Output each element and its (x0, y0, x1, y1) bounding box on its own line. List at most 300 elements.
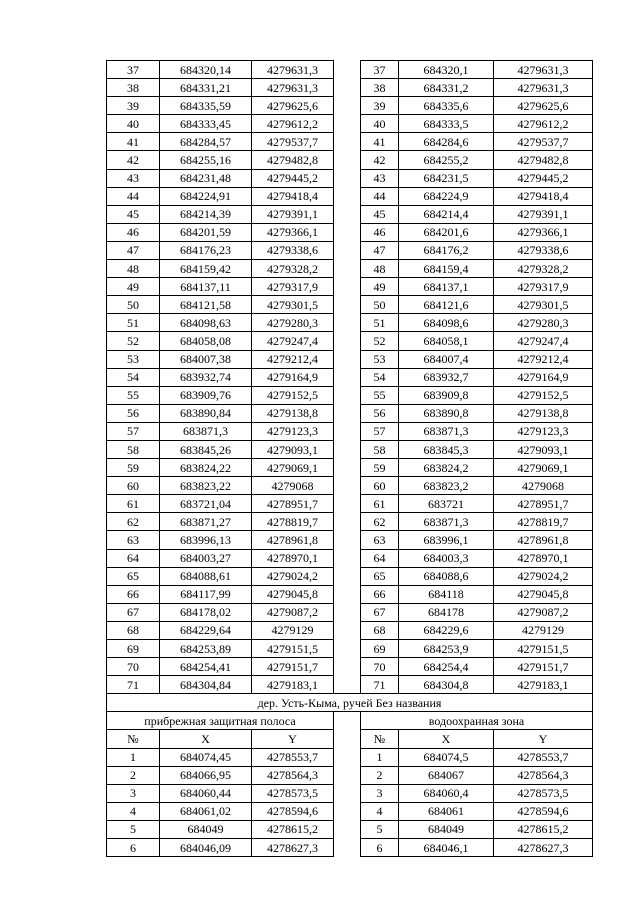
point-number-left: 68 (107, 621, 160, 639)
x-coordinate-right: 684049 (399, 820, 494, 838)
table-row (107, 513, 593, 531)
point-number-right: 46 (361, 223, 399, 241)
point-number-right: 50 (361, 296, 399, 314)
table-row (107, 169, 593, 187)
x-coordinate-left: 684304,84 (160, 676, 252, 694)
point-number-left: 62 (107, 513, 160, 531)
x-coordinate-left: 684178,02 (160, 603, 252, 621)
point-number-right: 2 (361, 766, 399, 784)
y-coordinate-left: 4279151,5 (252, 640, 334, 658)
point-number-left: 65 (107, 567, 160, 585)
y-coordinate-right: 4278564,3 (494, 766, 593, 784)
x-coordinate-left: 684121,58 (160, 296, 252, 314)
table-row (107, 495, 593, 513)
x-coordinate-left: 684224,91 (160, 187, 252, 205)
point-number-left: 6 (107, 839, 160, 857)
column-gap (334, 241, 361, 259)
x-coordinate-left: 683871,27 (160, 513, 252, 531)
x-coordinate-left: 684058,08 (160, 332, 252, 350)
point-number-left: 57 (107, 422, 160, 440)
column-gap (334, 839, 361, 857)
section-title: дер. Усть-Кыма, ручей Без названия (107, 694, 593, 712)
y-coordinate-right: 4279164,9 (494, 368, 593, 386)
y-coordinate-right: 4279152,5 (494, 386, 593, 404)
point-number-left: 46 (107, 223, 160, 241)
x-coordinate-right: 684046,1 (399, 839, 494, 857)
x-coordinate-right: 684088,6 (399, 567, 494, 585)
table-row (107, 386, 593, 404)
header-x-right: X (399, 730, 494, 748)
x-coordinate-left: 684003,27 (160, 549, 252, 567)
table-row (107, 79, 593, 97)
x-coordinate-right: 684214,4 (399, 205, 494, 223)
x-coordinate-left: 684333,45 (160, 115, 252, 133)
point-number-right: 59 (361, 459, 399, 477)
table-row (107, 603, 593, 621)
x-coordinate-right: 684320,1 (399, 61, 494, 79)
x-coordinate-left: 684284,57 (160, 133, 252, 151)
header-num-left: № (107, 730, 160, 748)
y-coordinate-right: 4279280,3 (494, 314, 593, 332)
y-coordinate-right: 4279631,3 (494, 79, 593, 97)
point-number-right: 39 (361, 97, 399, 115)
y-coordinate-right: 4279045,8 (494, 585, 593, 603)
y-coordinate-left: 4279338,6 (252, 241, 334, 259)
column-gap (334, 386, 361, 404)
point-number-right: 53 (361, 350, 399, 368)
y-coordinate-left: 4279317,9 (252, 278, 334, 296)
column-gap (334, 802, 361, 820)
x-coordinate-right: 684254,4 (399, 658, 494, 676)
point-number-left: 39 (107, 97, 160, 115)
x-coordinate-left: 684098,63 (160, 314, 252, 332)
column-gap (334, 513, 361, 531)
x-coordinate-right: 684118 (399, 585, 494, 603)
column-gap (334, 368, 361, 386)
y-coordinate-right: 4279087,2 (494, 603, 593, 621)
y-coordinate-left: 4278553,7 (252, 748, 334, 766)
point-number-right: 6 (361, 839, 399, 857)
x-coordinate-left: 684066,95 (160, 766, 252, 784)
upper-rows (107, 61, 593, 694)
point-number-left: 1 (107, 748, 160, 766)
point-number-right: 3 (361, 784, 399, 802)
x-coordinate-left: 683996,13 (160, 531, 252, 549)
column-gap (334, 133, 361, 151)
table-row (107, 296, 593, 314)
x-coordinate-right: 684176,2 (399, 241, 494, 259)
x-coordinate-left: 684137,11 (160, 278, 252, 296)
point-number-right: 43 (361, 169, 399, 187)
y-coordinate-right: 4279151,7 (494, 658, 593, 676)
table-row (107, 151, 593, 169)
x-coordinate-left: 684214,39 (160, 205, 252, 223)
y-coordinate-left: 4279418,4 (252, 187, 334, 205)
y-coordinate-right: 4278951,7 (494, 495, 593, 513)
table-row (107, 61, 593, 79)
column-gap (334, 223, 361, 241)
point-number-left: 66 (107, 585, 160, 603)
point-number-right: 47 (361, 241, 399, 259)
point-number-right: 4 (361, 802, 399, 820)
x-coordinate-left: 684320,14 (160, 61, 252, 79)
column-gap (334, 640, 361, 658)
y-coordinate-right: 4279418,4 (494, 187, 593, 205)
point-number-right: 48 (361, 260, 399, 278)
table-row (107, 640, 593, 658)
point-number-right: 70 (361, 658, 399, 676)
point-number-right: 55 (361, 386, 399, 404)
x-coordinate-right: 684253,9 (399, 640, 494, 658)
point-number-left: 49 (107, 278, 160, 296)
column-gap (334, 748, 361, 766)
x-coordinate-right: 684074,5 (399, 748, 494, 766)
y-coordinate-right: 4278573,5 (494, 784, 593, 802)
column-gap (334, 97, 361, 115)
x-coordinate-left: 684049 (160, 820, 252, 838)
table-row (107, 549, 593, 567)
y-coordinate-left: 4279152,5 (252, 386, 334, 404)
x-coordinate-left: 683845,26 (160, 440, 252, 458)
point-number-left: 60 (107, 477, 160, 495)
y-coordinate-right: 4278961,8 (494, 531, 593, 549)
x-coordinate-left: 684159,42 (160, 260, 252, 278)
point-number-left: 44 (107, 187, 160, 205)
x-coordinate-left: 684231,48 (160, 169, 252, 187)
table-row (107, 368, 593, 386)
table-row (107, 459, 593, 477)
x-coordinate-right: 683824,2 (399, 459, 494, 477)
x-coordinate-left: 684253,89 (160, 640, 252, 658)
point-number-right: 71 (361, 676, 399, 694)
x-coordinate-left: 683909,76 (160, 386, 252, 404)
point-number-left: 40 (107, 115, 160, 133)
x-coordinate-left: 684176,23 (160, 241, 252, 259)
table-row (107, 621, 593, 639)
y-coordinate-left: 4279183,1 (252, 676, 334, 694)
x-coordinate-left: 684331,21 (160, 79, 252, 97)
point-number-left: 70 (107, 658, 160, 676)
table-row (107, 260, 593, 278)
y-coordinate-left: 4278961,8 (252, 531, 334, 549)
column-gap (334, 296, 361, 314)
point-number-right: 60 (361, 477, 399, 495)
point-number-left: 43 (107, 169, 160, 187)
y-coordinate-right: 4279138,8 (494, 404, 593, 422)
point-number-right: 66 (361, 585, 399, 603)
table-row (107, 332, 593, 350)
y-coordinate-right: 4279612,2 (494, 115, 593, 133)
x-coordinate-right: 683871,3 (399, 513, 494, 531)
y-coordinate-right: 4279338,6 (494, 241, 593, 259)
point-number-right: 62 (361, 513, 399, 531)
column-gap (334, 730, 361, 748)
column-gap (334, 820, 361, 838)
y-coordinate-left: 4279138,8 (252, 404, 334, 422)
right-subtitle: водоохранная зона (361, 712, 593, 730)
x-coordinate-right: 684178 (399, 603, 494, 621)
x-coordinate-right: 684098,6 (399, 314, 494, 332)
y-coordinate-left: 4279366,1 (252, 223, 334, 241)
point-number-right: 52 (361, 332, 399, 350)
table-row (107, 839, 593, 857)
column-gap (334, 440, 361, 458)
left-subtitle: прибрежная защитная полоса (107, 712, 334, 730)
x-coordinate-left: 684088,61 (160, 567, 252, 585)
table-row (107, 567, 593, 585)
y-coordinate-right: 4279068 (494, 477, 593, 495)
table-row (107, 676, 593, 694)
point-number-right: 51 (361, 314, 399, 332)
y-coordinate-right: 4278594,6 (494, 802, 593, 820)
point-number-right: 63 (361, 531, 399, 549)
point-number-right: 41 (361, 133, 399, 151)
y-coordinate-right: 4279317,9 (494, 278, 593, 296)
x-coordinate-left: 684335,59 (160, 97, 252, 115)
column-gap (334, 404, 361, 422)
y-coordinate-right: 4279247,4 (494, 332, 593, 350)
y-coordinate-right: 4279482,8 (494, 151, 593, 169)
column-gap (334, 784, 361, 802)
y-coordinate-left: 4279631,3 (252, 79, 334, 97)
point-number-right: 1 (361, 748, 399, 766)
table-row (107, 278, 593, 296)
table-row (107, 440, 593, 458)
point-number-left: 69 (107, 640, 160, 658)
y-coordinate-right: 4279301,5 (494, 296, 593, 314)
table-row (107, 133, 593, 151)
x-coordinate-right: 684007,4 (399, 350, 494, 368)
table-row (107, 766, 593, 784)
point-number-left: 3 (107, 784, 160, 802)
table-row (107, 404, 593, 422)
x-coordinate-right: 684304,8 (399, 676, 494, 694)
x-coordinate-left: 683871,3 (160, 422, 252, 440)
x-coordinate-left: 684061,02 (160, 802, 252, 820)
x-coordinate-right: 684333,5 (399, 115, 494, 133)
x-coordinate-left: 684255,16 (160, 151, 252, 169)
y-coordinate-left: 4279045,8 (252, 585, 334, 603)
column-gap (334, 549, 361, 567)
y-coordinate-right: 4278615,2 (494, 820, 593, 838)
x-coordinate-right: 683890,8 (399, 404, 494, 422)
point-number-left: 4 (107, 802, 160, 820)
section-header (107, 694, 593, 748)
column-gap (334, 314, 361, 332)
y-coordinate-right: 4279391,1 (494, 205, 593, 223)
x-coordinate-right: 683932,7 (399, 368, 494, 386)
x-coordinate-right: 684331,2 (399, 79, 494, 97)
point-number-left: 61 (107, 495, 160, 513)
y-coordinate-left: 4279301,5 (252, 296, 334, 314)
column-gap (334, 332, 361, 350)
table-row (107, 241, 593, 259)
y-coordinate-right: 4279123,3 (494, 422, 593, 440)
y-coordinate-right: 4279631,3 (494, 61, 593, 79)
x-coordinate-left: 684046,09 (160, 839, 252, 857)
column-gap (334, 495, 361, 513)
y-coordinate-left: 4279482,8 (252, 151, 334, 169)
table-row (107, 422, 593, 440)
point-number-left: 45 (107, 205, 160, 223)
point-number-left: 63 (107, 531, 160, 549)
x-coordinate-left: 684074,45 (160, 748, 252, 766)
table-row (107, 658, 593, 676)
x-coordinate-right: 684255,2 (399, 151, 494, 169)
table-row (107, 350, 593, 368)
y-coordinate-right: 4279328,2 (494, 260, 593, 278)
point-number-left: 53 (107, 350, 160, 368)
y-coordinate-right: 4279445,2 (494, 169, 593, 187)
point-number-right: 64 (361, 549, 399, 567)
table-row (107, 784, 593, 802)
x-coordinate-right: 683996,1 (399, 531, 494, 549)
point-number-left: 71 (107, 676, 160, 694)
x-coordinate-right: 684159,4 (399, 260, 494, 278)
column-gap (334, 585, 361, 603)
table-row (107, 314, 593, 332)
point-number-right: 65 (361, 567, 399, 585)
y-coordinate-left: 4279391,1 (252, 205, 334, 223)
y-coordinate-right: 4278627,3 (494, 839, 593, 857)
x-coordinate-right: 683721 (399, 495, 494, 513)
x-coordinate-left: 684254,41 (160, 658, 252, 676)
y-coordinate-left: 4278819,7 (252, 513, 334, 531)
point-number-right: 37 (361, 61, 399, 79)
y-coordinate-left: 4279151,7 (252, 658, 334, 676)
column-gap (334, 151, 361, 169)
point-number-left: 50 (107, 296, 160, 314)
table-row (107, 477, 593, 495)
table-row (107, 748, 593, 766)
y-coordinate-left: 4278615,2 (252, 820, 334, 838)
point-number-right: 49 (361, 278, 399, 296)
point-number-right: 45 (361, 205, 399, 223)
header-x-left: X (160, 730, 252, 748)
x-coordinate-left: 683824,22 (160, 459, 252, 477)
table-row (107, 820, 593, 838)
x-coordinate-right: 684121,6 (399, 296, 494, 314)
y-coordinate-right: 4279625,6 (494, 97, 593, 115)
y-coordinate-left: 4279129 (252, 621, 334, 639)
coordinates-table (106, 60, 593, 857)
y-coordinate-right: 4279537,7 (494, 133, 593, 151)
x-coordinate-right: 684201,6 (399, 223, 494, 241)
y-coordinate-left: 4279612,2 (252, 115, 334, 133)
point-number-left: 48 (107, 260, 160, 278)
point-number-right: 5 (361, 820, 399, 838)
point-number-right: 40 (361, 115, 399, 133)
column-gap (334, 260, 361, 278)
y-coordinate-right: 4278819,7 (494, 513, 593, 531)
table-row (107, 205, 593, 223)
point-number-right: 56 (361, 404, 399, 422)
column-gap (334, 621, 361, 639)
column-gap (334, 603, 361, 621)
y-coordinate-left: 4279537,7 (252, 133, 334, 151)
y-coordinate-right: 4279093,1 (494, 440, 593, 458)
header-y-right: Y (494, 730, 593, 748)
table-row (107, 223, 593, 241)
x-coordinate-left: 684060,44 (160, 784, 252, 802)
y-coordinate-right: 4279024,2 (494, 567, 593, 585)
y-coordinate-left: 4279024,2 (252, 567, 334, 585)
x-coordinate-left: 683823,22 (160, 477, 252, 495)
point-number-right: 38 (361, 79, 399, 97)
x-coordinate-right: 684067 (399, 766, 494, 784)
x-coordinate-right: 684284,6 (399, 133, 494, 151)
y-coordinate-left: 4278951,7 (252, 495, 334, 513)
y-coordinate-left: 4278627,3 (252, 839, 334, 857)
x-coordinate-right: 684335,6 (399, 97, 494, 115)
x-coordinate-right: 684137,1 (399, 278, 494, 296)
lower-rows (107, 748, 593, 857)
column-gap (334, 676, 361, 694)
y-coordinate-right: 4279069,1 (494, 459, 593, 477)
y-coordinate-left: 4278970,1 (252, 549, 334, 567)
column-gap (334, 531, 361, 549)
point-number-left: 59 (107, 459, 160, 477)
column-gap (334, 567, 361, 585)
column-gap (334, 115, 361, 133)
point-number-left: 56 (107, 404, 160, 422)
point-number-left: 55 (107, 386, 160, 404)
point-number-left: 64 (107, 549, 160, 567)
x-coordinate-right: 683845,3 (399, 440, 494, 458)
point-number-left: 2 (107, 766, 160, 784)
table-row (107, 97, 593, 115)
table-row (107, 531, 593, 549)
y-coordinate-left: 4278594,6 (252, 802, 334, 820)
point-number-left: 5 (107, 820, 160, 838)
column-gap (334, 477, 361, 495)
point-number-left: 41 (107, 133, 160, 151)
point-number-right: 67 (361, 603, 399, 621)
x-coordinate-right: 683871,3 (399, 422, 494, 440)
y-coordinate-right: 4279366,1 (494, 223, 593, 241)
point-number-left: 38 (107, 79, 160, 97)
y-coordinate-left: 4279087,2 (252, 603, 334, 621)
point-number-right: 44 (361, 187, 399, 205)
y-coordinate-left: 4279631,3 (252, 61, 334, 79)
x-coordinate-right: 684060,4 (399, 784, 494, 802)
point-number-left: 37 (107, 61, 160, 79)
y-coordinate-left: 4279625,6 (252, 97, 334, 115)
y-coordinate-right: 4279212,4 (494, 350, 593, 368)
column-gap (334, 187, 361, 205)
y-coordinate-right: 4279129 (494, 621, 593, 639)
column-gap (334, 712, 361, 730)
x-coordinate-left: 684117,99 (160, 585, 252, 603)
point-number-left: 67 (107, 603, 160, 621)
point-number-left: 42 (107, 151, 160, 169)
table-row (107, 802, 593, 820)
header-num-right: № (361, 730, 399, 748)
x-coordinate-right: 684058,1 (399, 332, 494, 350)
y-coordinate-left: 4279280,3 (252, 314, 334, 332)
column-gap (334, 658, 361, 676)
y-coordinate-left: 4278573,5 (252, 784, 334, 802)
y-coordinate-right: 4279183,1 (494, 676, 593, 694)
x-coordinate-left: 683932,74 (160, 368, 252, 386)
x-coordinate-left: 683890,84 (160, 404, 252, 422)
y-coordinate-left: 4279068 (252, 477, 334, 495)
point-number-left: 47 (107, 241, 160, 259)
y-coordinate-left: 4279069,1 (252, 459, 334, 477)
x-coordinate-right: 683909,8 (399, 386, 494, 404)
y-coordinate-left: 4279164,9 (252, 368, 334, 386)
y-coordinate-right: 4278553,7 (494, 748, 593, 766)
